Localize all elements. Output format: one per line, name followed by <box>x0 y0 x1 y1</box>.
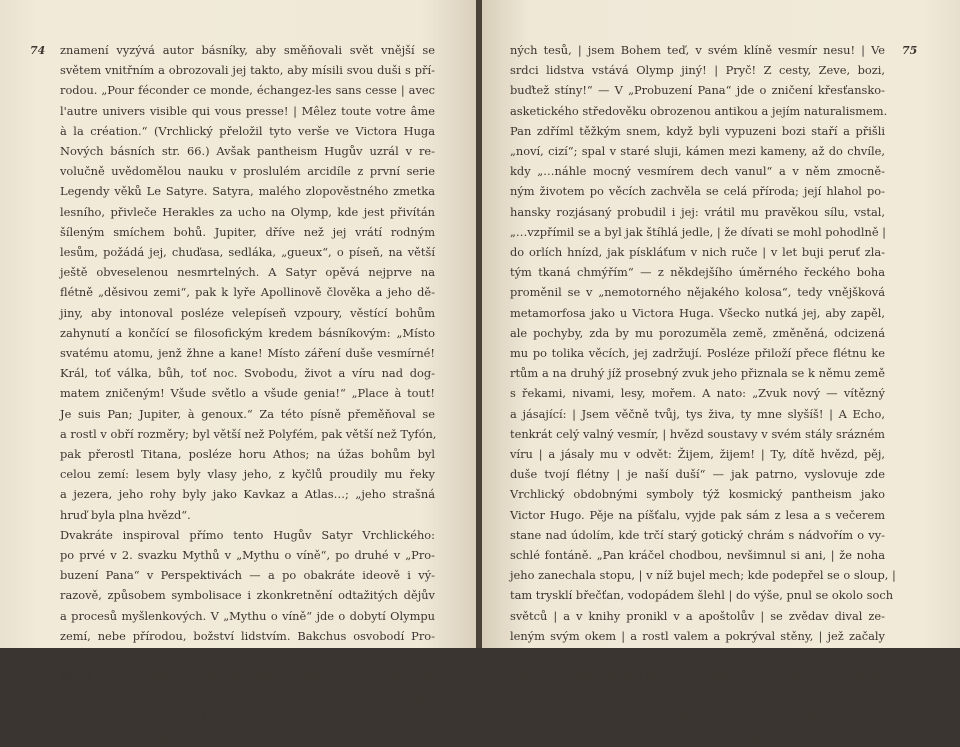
text-line: stane nad údolím, kde trčí starý gotický chrám s nádvořím o vy- <box>510 527 885 542</box>
text-line: menad, faunů, lidí vniká na Olymp a obrací jej i s jeho bohy <box>60 689 435 704</box>
left-page-text <box>60 40 435 747</box>
text-line: zahynutí a končící se filosofickým kredem básníkovým: „Místo <box>60 325 435 340</box>
text-line: à la création.“ (Vrchlický přeložil tyto verše ve Victora Huga <box>60 123 435 138</box>
text-line: Dvakráte inspiroval přímo tento Hugův Satyr Vrchlického: <box>60 527 435 542</box>
text-line: rtům a na druhý jíž prosebný zvuk jeho přiznala se k němu země <box>510 366 885 381</box>
text-line: „noví, cizí“; spal v staré sluji, kámen mezi kameny, až do chvíle, <box>510 144 885 159</box>
text-line: hruď byla plna hvězd“. <box>60 507 191 522</box>
text-line: hlavou svou a před ní | se skláněli na stropu andílkové | a pa- <box>510 709 885 724</box>
text-line: hansky rozjásaný probudil i jej: vrátil mu pravěkou sílu, vstal, <box>510 204 885 219</box>
text-line: ných tesů, | jsem Bohem teď, v svém klíně vesmír nesu! | Ve <box>510 43 885 57</box>
text-line: matem zničeným! Všude světlo a všude genia!“ „Place à tout! <box>60 386 435 401</box>
text-line: srdci lidstva vstává Olymp jiný! | Pryč! Z cesty, Zeve, bozi, <box>510 63 885 78</box>
text-line: dali…“ Jediná duše varhan odváží se vzpříčiti se mu, ale brzy <box>510 729 885 744</box>
text-line: tenkrát celý valný vesmír, | hvězd soustavy v svém stály srázném <box>510 426 885 441</box>
right-page-text <box>510 40 896 747</box>
text-line: Nových básních str. 66.) Avšak pantheism Hugův uzrál v re- <box>60 144 435 159</box>
text-line: mu po tolika věcích, jej zadržují. Posléze přiloží přece flétnu ke <box>510 346 885 361</box>
text-line: a procesů myšlenkových. V „Mythu o víně“ jde o dobytí Olympu <box>60 608 435 623</box>
text-line: lesům, požádá jej, chuďasa, sedláka, „gueux“, o píseň, na větší <box>60 245 435 260</box>
text-line: asketického středověku obrozenou antikou a jejím naturalismem. <box>510 103 888 118</box>
text-line: methea, který také jako Satyr Hugův dorůstá naráz děsivé ve- <box>60 649 435 664</box>
text-line: Král, toť válka, bůh, toť noc. Svobodu, život a víru nad dog- <box>60 366 435 381</box>
text-line: zemí, nebe přírodou, božství lidstvím. Bakchus osvobodí Pro- <box>60 628 435 643</box>
text-line: šíleným smíchem bohů. Jupiter, dříve než jej vrátí rodným <box>60 224 435 239</box>
text-line: proměnil se v „nemotorného nějakého kolosa“, tedy vnějšková <box>510 285 885 300</box>
left-page <box>0 0 478 744</box>
text-line: Je suis Pan; Jupiter, à genoux.“ Za této písně přeměňoval se <box>60 406 435 421</box>
text-line: v hrob, dým, mlhu. Jako Satyr Hugův volá na Zeva: „Jsem <box>60 709 435 724</box>
text-line: buďtež stíny!“ — V „Probuzení Pana“ jde o zničení křesťansko- <box>510 83 885 98</box>
text-line: buzení Pana“ v Perspektivách — a po obakráte ideově i vý- <box>60 568 435 583</box>
text-line: a jezera, jeho rohy byly jako Kavkaz a Atlas…; „jeho strašná <box>60 487 435 502</box>
text-line: světců | a v knihy pronikl v a apoštolův | se zvědav dival ze- <box>510 608 885 623</box>
text-line: světem vnitřním a obrozovali jej takto, aby mísili svou duši s pří- <box>60 63 435 78</box>
text-line: tým tkaná chmýřím“ — z někdejšího úměrného řeckého boha <box>510 265 885 280</box>
text-line: Victor Hugo. Pěje na píšťalu, vyjde pak sám z lesa a s večerem <box>510 507 885 522</box>
text-line: svatému atomu, jenž žhne a kane! Místo záření duše vesmírné! <box>60 346 435 361</box>
text-line: l'autre univers visible qui vous presse! | Mêlez toute votre âme <box>60 103 435 118</box>
text-line: volučně uvědomělou nauku v proslulém arcidíle z první serie <box>60 164 435 179</box>
text-line: duše tvojí flétny | je naší duší“ — jak patrno, vyslovuje zde <box>510 467 885 482</box>
text-line: rodou. „Pour féconder ce monde, échangez-les sans cesse | avec <box>60 83 435 98</box>
text-line: Vkročí v chrám, přiloží flétnu ke rtům, a jak zapěje, sochy padají <box>510 669 885 684</box>
text-line: kdy „…náhle mocný vesmírem dech vanul“ a v něm zmocně- <box>510 164 885 179</box>
text-line: razově, způsobem symbolisace i zkonkretnění odtažitých dějův <box>60 588 435 603</box>
text-line: schlé fontáně. „Pan kráčel chodbou, nevšimnul si ani, | že noha <box>510 548 885 563</box>
text-line: a jásající: | Jsem věčně tvůj, tys živa, ty mne slyšíš! | A Echo, <box>510 406 885 421</box>
text-line: se zvolna rozpadávat, | jak Pana kroky v dál se rozléhaly.“ <box>510 649 843 664</box>
text-line: znamení vyzývá autor básníky, aby směňovali svět vnější se <box>60 43 435 57</box>
text-line: do orlích hnízd, jak pískláťum v nich ruče | v let buji peruť zla- <box>510 245 885 260</box>
text-line: ale pochyby, zda by mu porozuměla země, změněná, odcizená <box>510 325 885 340</box>
text-line: po prvé v 2. svazku Mythů v „Mythu o víně“, po druhé v „Pro- <box>60 548 435 563</box>
text-line: Pan zdříml těžkým snem, když byli vypuzeni bozi staří a přišli <box>510 123 885 138</box>
text-line: lesního, přivleče Herakles za ucho na Olymp, kde jest přivítán <box>60 204 435 219</box>
text-line: metamorfosa jako u Victora Huga. Všecko nutká jej, aby zapěl, <box>510 305 885 320</box>
text-line: pak přerostl Titana, posléze horu Athos; na úžas bohům byl <box>60 447 435 462</box>
text-line: a rostl v obří rozměry; byl větší než Polyfém, pak větší než Tyfón, <box>60 426 437 441</box>
text-line: s řekami, nivami, lesy, mořem. A nato: „Zvuk nový — vítězný <box>510 386 885 401</box>
text-line: likosti („před ním jest Kavkaz malý, trpaslíci“) a v průvodu <box>60 669 435 684</box>
text-line: myšlenka, jíž nikdo neodolá! | Kdys vbita na štít srázných, skal- <box>60 729 435 744</box>
text-line: ným životem po věcích zachvěla se celá příroda; její hlahol po- <box>510 184 885 199</box>
text-line: celou zemí: lesem byly vlasy jeho, z kyčlů proudily mu řeky <box>60 467 435 482</box>
text-line: flétně „děsivou zemi“, pak k lyře Apollinově člověka a jeho dě- <box>60 285 435 300</box>
text-line: tam trysklí břečťan, vodopádem šlehl | do výše, pnul se okolo soch <box>510 588 894 603</box>
text-line: „…vzpřímil se a byl jak štíhlá jedle, | že dívati se mohl pohodlně | <box>510 224 887 239</box>
text-line: jiny, aby intonoval posléze velepíseň vzpoury, věstící bohům <box>60 305 435 320</box>
text-line: víru | a jásaly mu v odvět: Žijem, žijem! | Ty, dítě hvězd, pěj, <box>510 447 885 462</box>
text-line: Vrchlický obdobnými symboly týž kosmický pantheism jako <box>510 487 885 502</box>
right-page-number: 75 <box>902 44 918 57</box>
text-line: leným svým okem | a rostl valem a pokrýval stěny, | jež začaly <box>510 628 885 643</box>
text-line: se zdi. „A velký Pan šel vítězně dál chrámem, | až k stropu sáhal <box>510 689 885 704</box>
text-line: jeho zanechala stopu, | v níž bujel mech; kde podepřel se o sloup, | <box>510 568 896 583</box>
text-line: Legendy věků Le Satyre. Satyra, malého zlopověstného zmetka <box>60 184 435 199</box>
left-page-number: 74 <box>30 44 46 57</box>
right-page <box>482 0 960 744</box>
text-line: ještě obveselenou nesmrtelných. A Satyr opěvá nejprve na <box>60 265 435 280</box>
